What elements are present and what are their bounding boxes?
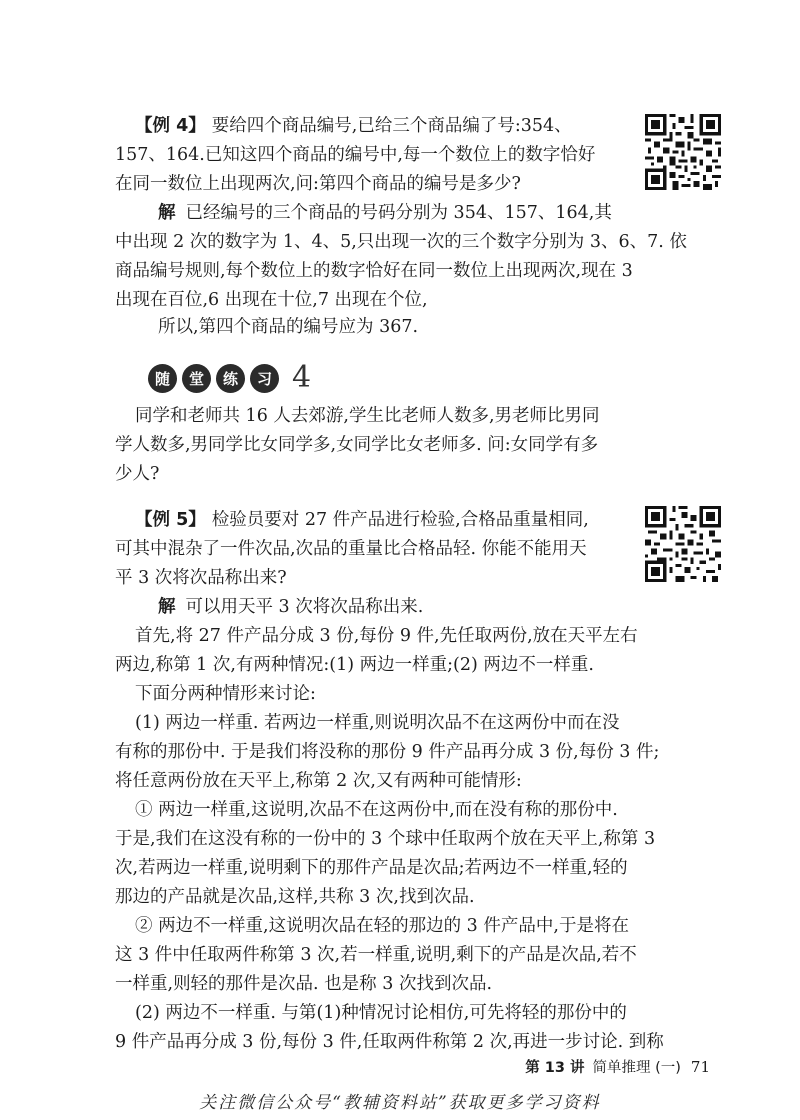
watermark-text: 关注微信公众号“教辅资料站”获取更多学习资料 [199, 1093, 601, 1113]
example5-line-1 [135, 506, 589, 535]
example4-solution-line-3: 商品编号规则,每个数位上的数字恰好在同一数位上出现两次,现在 3 [115, 261, 633, 281]
example4-tag: 【例 4】 [135, 116, 206, 136]
solution-label: 解 [158, 203, 176, 223]
practice-char-4: 习 [250, 364, 279, 393]
solution-label-2: 解 [158, 597, 176, 617]
example4-line-1 [135, 112, 572, 141]
example5-solution-line-1: 解 可以用天平 3 次将次品称出来. [158, 597, 424, 617]
practice-line-2: 学人数多,男同学比女同学多,女同学比女老师多. 问:女同学有多 [115, 435, 599, 455]
example5-solution-line-7: 将任意两份放在天平上,称第 2 次,又有两种可能情形: [115, 771, 522, 791]
example5-line-2: 可其中混杂了一件次品,次品的重量比合格品轻. 你能不能用天 [115, 539, 587, 559]
example5-solution-line-16: 9 件产品再分成 3 份,每份 3 件,任取两件称第 2 次,再进一步讨论. 到称 [115, 1032, 664, 1052]
example4-solution-line-1: 解 已经编号的三个商品的号码分别为 354、157、164,其 [158, 203, 612, 223]
example5-line-3: 平 3 次将次品称出来? [115, 568, 287, 588]
example5-solution-line-14: 一样重,则轻的那件是次品. 也是称 3 次找到次品. [115, 974, 493, 994]
example5-solution-line-3: 两边,称第 1 次,有两种情况:(1) 两边一样重;(2) 两边不一样重. [115, 655, 594, 675]
example4-solution-line-5: 所以,第四个商品的编号应为 367. [158, 317, 419, 337]
example5-solution-line-13: 这 3 件中任取两件称第 3 次,若一样重,说明,剩下的产品是次品,若不 [115, 945, 637, 965]
page-number: 71 [690, 1058, 710, 1076]
practice-number: 4 [292, 360, 312, 395]
example5-solution-line-9: 于是,我们在这没有称的一份中的 3 个球中任取两个放在天平上,称第 3 [115, 829, 656, 849]
page-footer [0, 1056, 710, 1077]
example5-solution-line-10: 次,若两边一样重,说明剩下的那件产品是次品;若两边不一样重,轻的 [115, 858, 628, 878]
example5-solution-line-5: (1) 两边一样重. 若两边一样重,则说明次品不在这两份中而在没 [135, 713, 620, 733]
example4-solution-line-2: 中出现 2 次的数字为 1、4、5,只出现一次的三个数字分别为 3、6、7. 依 [115, 232, 687, 252]
practice-char-1: 随 [148, 364, 177, 393]
practice-char-2: 堂 [182, 364, 211, 393]
practice-char-3: 练 [216, 364, 245, 393]
qr-code-example4[interactable] [645, 114, 721, 190]
example5-solution-line-2: 首先,将 27 件产品分成 3 份,每份 9 件,先任取两份,放在天平左右 [135, 626, 638, 646]
example5-text: 检验员要对 27 件产品进行检验,合格品重量相同, [211, 510, 589, 530]
footer-title: 简单推理 (一) [592, 1060, 681, 1076]
example5-solution-line-6: 有称的那份中. 于是我们将没称的那份 9 件产品再分成 3 份,每份 3 件; [115, 742, 660, 762]
qr-code-example5[interactable] [645, 506, 721, 582]
example5-solution-line-4: 下面分两种情形来讨论: [135, 684, 316, 704]
example4-text: 要给四个商品编号,已给三个商品编了号:354、 [211, 116, 572, 136]
example4-line-3: 在同一数位上出现两次,问:第四个商品的编号是多少? [115, 174, 521, 194]
example4-line-2: 157、164.已知这四个商品的编号中,每一个数位上的数字恰好 [115, 145, 596, 165]
example5-tag: 【例 5】 [135, 510, 206, 530]
example5-solution-line-8: ① 两边一样重,这说明,次品不在这两份中,而在没有称的那份中. [135, 800, 618, 820]
practice-line-3: 少人? [115, 464, 160, 484]
example5-solution-line-11: 那边的产品就是次品,这样,共称 3 次,找到次品. [115, 887, 475, 907]
example5-solution-line-12: ② 两边不一样重,这说明次品在轻的那边的 3 件产品中,于是将在 [135, 916, 629, 936]
practice-heading [148, 358, 311, 398]
footer-chapter: 第 13 讲 [525, 1060, 585, 1076]
practice-line-1: 同学和老师共 16 人去郊游,学生比老师人数多,男老师比男同 [135, 406, 600, 426]
example5-solution-line-15: (2) 两边不一样重. 与第(1)种情况讨论相仿,可先将轻的那份中的 [135, 1003, 627, 1023]
example4-solution-line-4: 出现在百位,6 出现在十位,7 出现在个位, [115, 290, 428, 310]
